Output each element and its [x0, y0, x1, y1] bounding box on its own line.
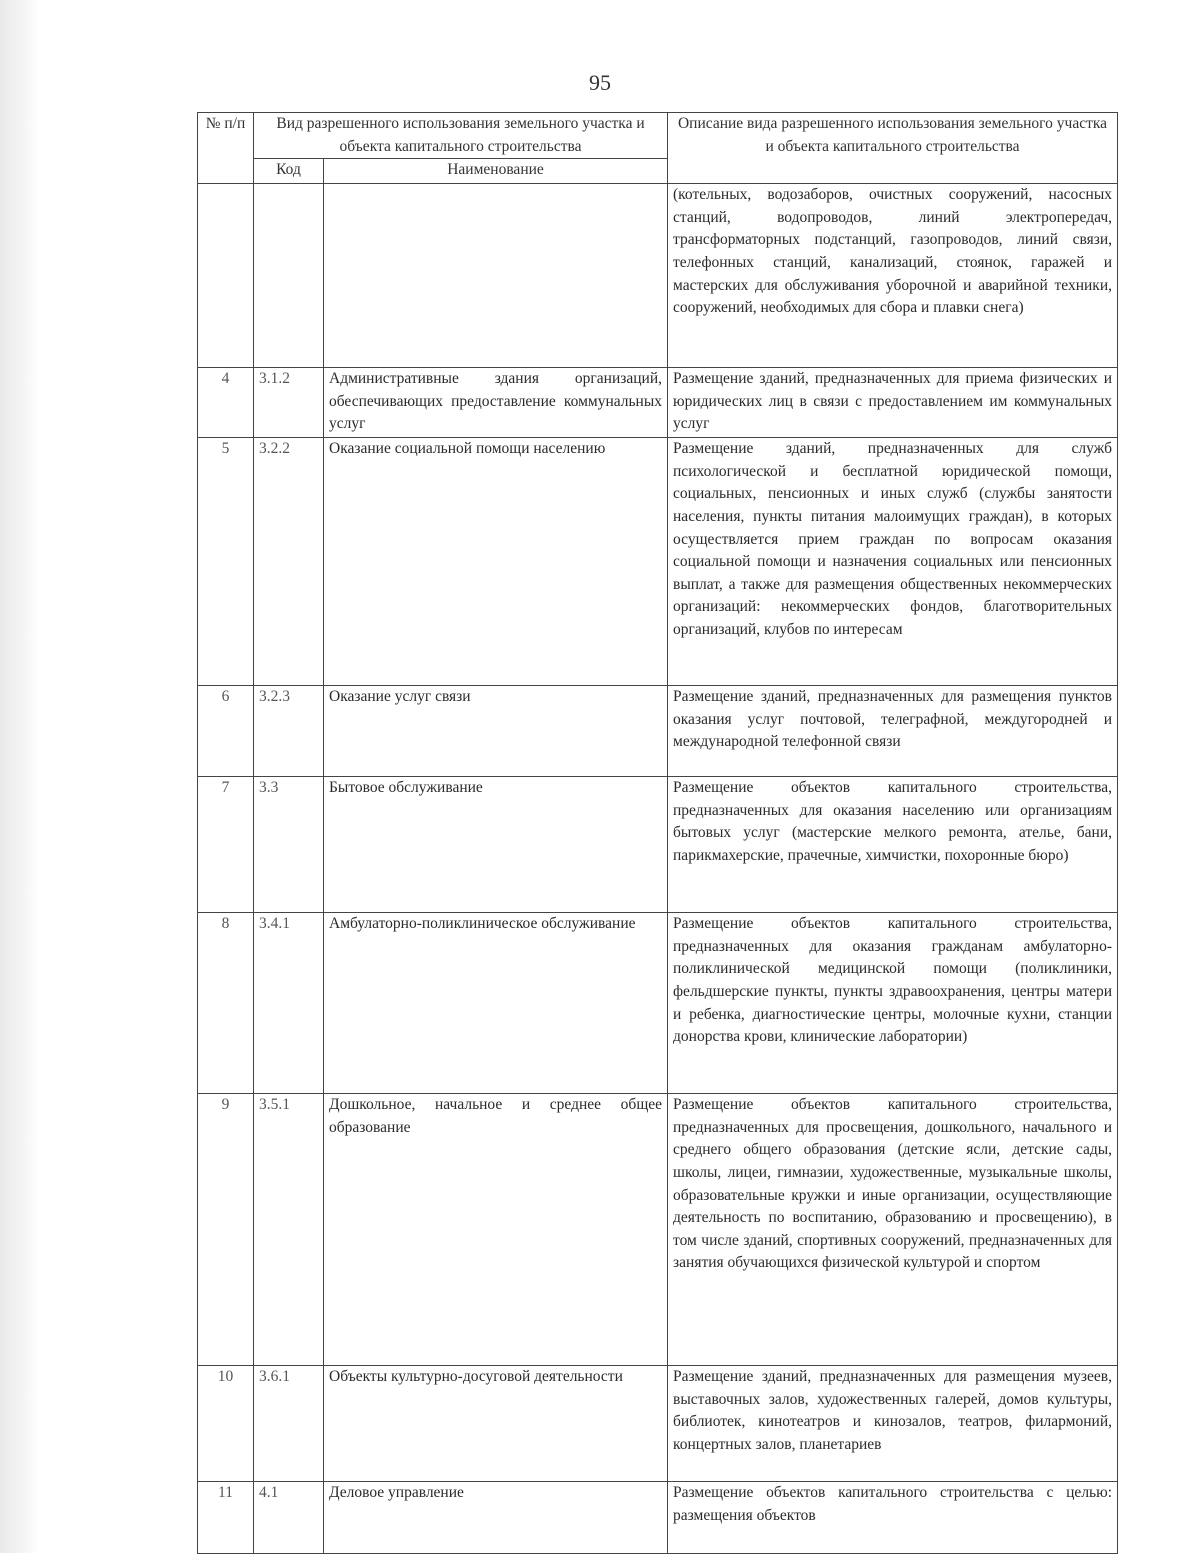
row-num: [198, 184, 254, 368]
land-use-table: [197, 112, 1118, 1554]
row-desc: Размещение зданий, предназначенных для приема физических и юридических лиц в связи с предоставлением им коммунальных услуг: [668, 368, 1118, 438]
table-row: [198, 913, 1118, 1094]
row-desc: Размещение объектов капитального строительства, предназначенных для оказания гражданам амбулаторно-поликлинической медицинской помощи (поликлиники, фельдшерские пункты, пункты здравоохранения, центры матери и ребенка, диагностические центры, молочные кухни, станции донорства крови, клинические лаборатории): [668, 913, 1118, 1094]
header-code: Код: [254, 159, 324, 184]
row-num: 4: [198, 368, 254, 438]
row-desc: Размещение объектов капитального строительства с целью: размещения объектов: [668, 1482, 1118, 1554]
row-desc: (котельных, водозаборов, очистных сооружений, насосных станций, водопроводов, линий электропередач, трансформаторных подстанций, газопроводов, линий связи, телефонных станций, канализаций, стоянок, гаражей и мастерских для обслуживания уборочной и аварийной техники, сооружений, необходимых для сбора и плавки снега): [668, 184, 1118, 368]
row-desc: Размещение зданий, предназначенных для размещения музеев, выставочных залов, художественных галерей, домов культуры, библиотек, кинотеатров и кинозалов, театров, филармоний, концертных залов, планетариев: [668, 1366, 1118, 1482]
row-name: [324, 184, 668, 368]
row-num: 10: [198, 1366, 254, 1482]
row-name: Оказание услуг связи: [324, 686, 668, 777]
row-desc: Размещение зданий, предназначенных для служб психологической и бесплатной юридической помощи, социальных, пенсионных и иных служб (службы занятости населения, пункты питания малоимущих граждан), в которых осуществляется прием граждан по вопросам оказания социальной помощи и назначения социальных или пенсионных выплат, а также для размещения общественных некоммерческих организаций: некоммерческих фондов, благотворительных организаций, клубов по интересам: [668, 438, 1118, 686]
row-num: 7: [198, 777, 254, 913]
table-row: [198, 1482, 1118, 1554]
row-name: Дошкольное, начальное и среднее общее образование: [324, 1094, 668, 1366]
table-row: [198, 777, 1118, 913]
row-name: Оказание социальной помощи населению: [324, 438, 668, 686]
row-num: 6: [198, 686, 254, 777]
row-code: 3.4.1: [254, 913, 324, 1094]
row-code: 3.5.1: [254, 1094, 324, 1366]
row-desc: Размещение объектов капитального строительства, предназначенных для оказания населению или организациям бытовых услуг (мастерские мелкого ремонта, ателье, бани, парикмахерские, прачечные, химчистки, похоронные бюро): [668, 777, 1118, 913]
row-code: 3.2.3: [254, 686, 324, 777]
table-row: [198, 438, 1118, 686]
row-code: [254, 184, 324, 368]
row-code: 3.1.2: [254, 368, 324, 438]
row-name: Бытовое обслуживание: [324, 777, 668, 913]
row-num: 11: [198, 1482, 254, 1554]
row-name: Деловое управление: [324, 1482, 668, 1554]
table-row: [198, 686, 1118, 777]
scan-edge-shadow: [0, 0, 38, 1553]
row-code: 3.3: [254, 777, 324, 913]
table-row: [198, 184, 1118, 368]
row-name: Объекты культурно-досуговой деятельности: [324, 1366, 668, 1482]
row-name: Административные здания организаций, обеспечивающих предоставление коммунальных услуг: [324, 368, 668, 438]
row-desc: Размещение объектов капитального строительства, предназначенных для просвещения, дошкольного, начального и среднего общего образования (детские ясли, детские сады, школы, лицеи, гимназии, художественные, музыкальные школы, образовательные кружки и иные организации, осуществляющие деятельность по воспитанию, образованию и просвещению), в том числе зданий, спортивных сооружений, предназначенных для занятия обучающихся физической культурой и спортом: [668, 1094, 1118, 1366]
row-num: 8: [198, 913, 254, 1094]
table-row: [198, 1094, 1118, 1366]
table-row: [198, 1366, 1118, 1482]
row-code: 3.6.1: [254, 1366, 324, 1482]
row-desc: Размещение зданий, предназначенных для размещения пунктов оказания услуг почтовой, телеграфной, междугородней и международной телефонной связи: [668, 686, 1118, 777]
table-row: [198, 368, 1118, 438]
row-name: Амбулаторно-поликлиническое обслуживание: [324, 913, 668, 1094]
page-number: 95: [589, 70, 611, 95]
row-code: 3.2.2: [254, 438, 324, 686]
row-code: 4.1: [254, 1482, 324, 1554]
header-desc: Описание вида разрешенного использования земельного участка и объекта капитального строительства: [668, 113, 1118, 184]
header-vid: Вид разрешенного использования земельного участка и объекта капитального строительства: [254, 113, 668, 159]
row-num: 9: [198, 1094, 254, 1366]
row-num: 5: [198, 438, 254, 686]
header-name: Наименование: [324, 159, 668, 184]
header-num: № п/п: [198, 113, 254, 184]
